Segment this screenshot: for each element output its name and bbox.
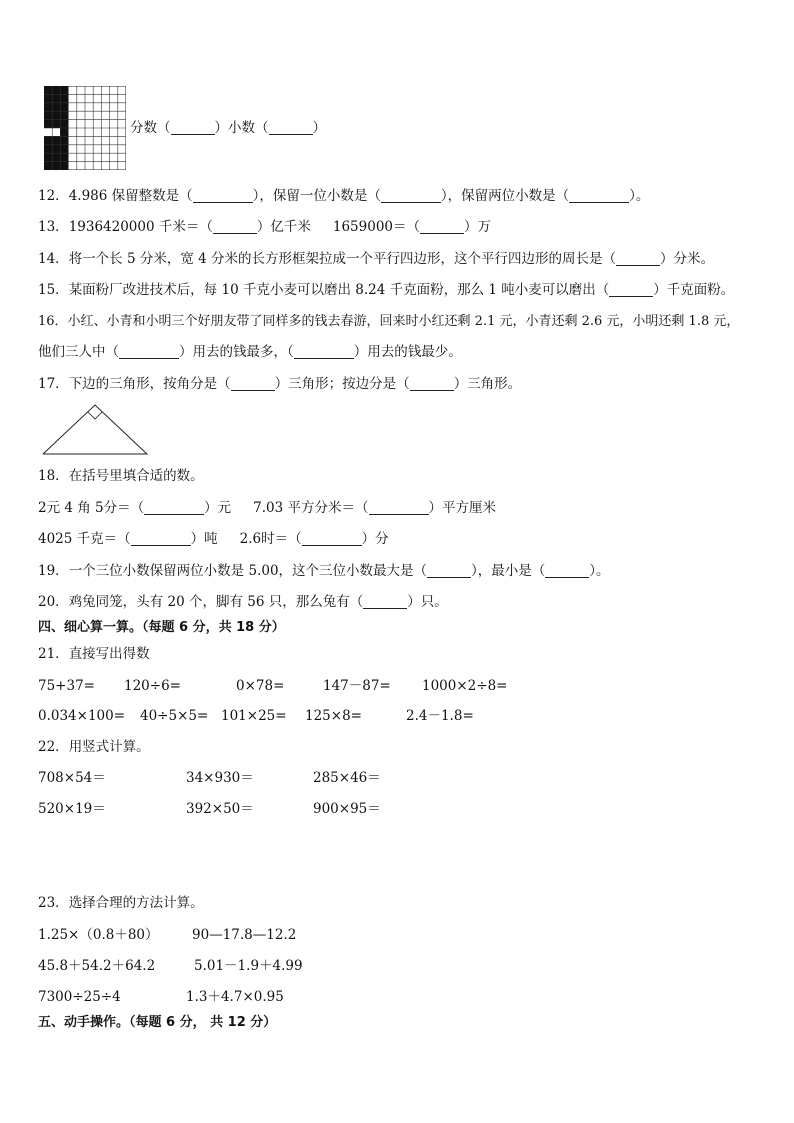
question-15 xyxy=(38,281,734,299)
q20-number: 20． xyxy=(38,594,69,610)
q11-end: ） xyxy=(312,120,326,136)
q18-title: 在括号里填合适的数。 xyxy=(68,468,204,484)
shaded-grid-figure xyxy=(44,86,126,174)
q17-text-b: ）三角形；按边分是（ xyxy=(274,376,410,392)
question-17 xyxy=(38,375,521,393)
question-13 xyxy=(38,218,491,236)
q12-text-a: 4.986 保留整数是（ xyxy=(68,188,193,204)
q23-number: 23． xyxy=(38,895,69,911)
question-19 xyxy=(38,562,610,580)
q13-blank-2[interactable] xyxy=(420,221,464,234)
question-21-title xyxy=(38,645,150,663)
q13-blank-1[interactable] xyxy=(213,221,257,234)
q23-title: 选择合理的方法计算。 xyxy=(68,895,204,911)
q18-r2-text-c: 2.6时＝（ xyxy=(239,531,302,547)
q18-r2-text-b: ）吨 xyxy=(190,531,218,547)
q21-item: 147－87= xyxy=(323,678,391,694)
right-isosceles-triangle-figure xyxy=(41,402,151,462)
q18-r1-text-a: 2元 4 角 5分＝（ xyxy=(38,500,145,516)
q21-item: 120÷6= xyxy=(124,678,181,694)
q14-text-a: 将一个长 5 分米，宽 4 分米的长方形框架拉成一个平行四边形，这个平行四边形的周长是（ xyxy=(68,251,617,267)
q17-text-c: ）三角形。 xyxy=(453,376,522,392)
question-12 xyxy=(38,187,649,205)
q18-r2-text-d: ）分 xyxy=(361,531,389,547)
q19-blank-2[interactable] xyxy=(545,565,589,578)
q16-blank-2[interactable] xyxy=(294,346,354,359)
triangle-svg xyxy=(41,402,151,458)
q11-line xyxy=(130,119,326,137)
q20-text-a: 鸡兔同笼，头有 20 个，脚有 56 只，那么兔有（ xyxy=(68,594,364,610)
q13-text-d: ）万 xyxy=(464,219,491,235)
q12-text-b: ），保留一位小数是（ xyxy=(252,188,381,204)
q12-blank-3[interactable] xyxy=(569,190,629,203)
q22-row-2 xyxy=(38,800,758,818)
q18-number: 18． xyxy=(38,468,69,484)
q11-label-decimal: ）小数（ xyxy=(214,120,269,136)
q18-blank-2[interactable] xyxy=(369,502,429,515)
q15-number: 15． xyxy=(38,282,69,298)
q17-text-a: 下边的三角形，按角分是（ xyxy=(68,376,231,392)
question-22-title xyxy=(38,738,150,756)
question-14 xyxy=(38,250,714,268)
q23-item: 45.8＋54.2＋64.2 xyxy=(38,958,156,974)
q23-item: 1.25×（0.8＋80） xyxy=(38,927,159,943)
q21-item: 75+37= xyxy=(38,678,95,694)
q22-item: 900×95＝ xyxy=(313,801,381,817)
grid-svg xyxy=(44,86,126,170)
q22-number: 22． xyxy=(38,739,69,755)
q16-text-b: ）用去的钱最多，（ xyxy=(179,344,294,360)
q18-blank-3[interactable] xyxy=(131,533,191,546)
q23-row-2 xyxy=(38,957,758,975)
q13-text-a: 1936420000 千米＝（ xyxy=(68,219,213,235)
q18-blank-4[interactable] xyxy=(302,533,362,546)
q19-text-b: ），最小是（ xyxy=(471,563,546,579)
question-16-line2 xyxy=(38,343,462,361)
q16-line1-text: 小红、小青和小明三个好朋友带了同样多的钱去春游，回来时小红还剩 2.1 元，小青还剩 2.6 元，小明还剩 1.8 元， xyxy=(67,314,740,329)
q23-item: 90—17.8—12.2 xyxy=(192,927,297,943)
q16-text-a: 他们三人中（ xyxy=(38,344,119,360)
q13-text-c: 1659000＝（ xyxy=(332,219,420,235)
q21-item: 101×25= xyxy=(221,708,287,724)
question-23-title xyxy=(38,894,204,912)
q13-text-b: ）亿千米 xyxy=(256,219,311,235)
q18-r1-text-c: 7.03 平方分米＝（ xyxy=(253,500,369,516)
q17-blank-1[interactable] xyxy=(231,378,275,391)
q18-blank-1[interactable] xyxy=(144,502,204,515)
q17-blank-2[interactable] xyxy=(410,378,454,391)
q11-blank-fraction[interactable] xyxy=(171,122,215,135)
q12-text-c: ），保留两位小数是（ xyxy=(440,188,570,204)
q22-item: 392×50＝ xyxy=(186,801,254,817)
section-4-heading: 四、细心算一算。（每题 6 分，共 18 分） xyxy=(38,620,285,635)
q12-number: 12． xyxy=(38,188,69,204)
q21-number: 21． xyxy=(38,646,69,662)
q22-item: 708×54＝ xyxy=(38,770,106,786)
q21-title: 直接写出得数 xyxy=(68,646,150,662)
q15-text-b: ）千克面粉。 xyxy=(653,282,735,298)
q19-text-a: 一个三位小数保留两位小数是 5.00，这个三位小数最大是（ xyxy=(68,563,428,579)
q19-number: 19． xyxy=(38,563,69,579)
q22-item: 285×46＝ xyxy=(313,770,381,786)
q22-row-1 xyxy=(38,769,758,787)
section-5-heading: 五、动手操作。（每题 6 分， 共 12 分） xyxy=(38,1015,277,1030)
q20-blank[interactable] xyxy=(363,596,407,609)
q14-text-b: ）分米。 xyxy=(660,251,715,267)
q21-item: 1000×2÷8= xyxy=(422,678,508,694)
q23-row-3 xyxy=(38,988,758,1006)
q23-item: 5.01－1.9＋4.99 xyxy=(194,958,303,974)
q18-r1-text-b: ）元 xyxy=(204,500,232,516)
q18-r2-text-a: 4025 千克＝（ xyxy=(38,531,131,547)
q21-row-2 xyxy=(38,707,758,725)
q23-row-1 xyxy=(38,926,758,944)
q20-text-b: ）只。 xyxy=(407,594,448,610)
q11-label-fraction: 分数（ xyxy=(130,120,171,136)
q15-blank[interactable] xyxy=(609,284,653,297)
question-18-row2 xyxy=(38,530,389,548)
q21-item: 40÷5×5= xyxy=(140,708,209,724)
question-16-line1 xyxy=(38,313,739,331)
q21-item: 2.4－1.8= xyxy=(406,708,474,724)
q23-item: 1.3＋4.7×0.95 xyxy=(186,989,284,1005)
q21-row-1 xyxy=(38,677,758,695)
q16-blank-1[interactable] xyxy=(119,346,179,359)
q16-number: 16． xyxy=(38,314,68,329)
q14-number: 14． xyxy=(38,251,69,267)
q19-blank-1[interactable] xyxy=(427,565,471,578)
question-18-title xyxy=(38,467,204,485)
q13-number: 13． xyxy=(38,219,69,235)
q18-r1-text-d: ）平方厘米 xyxy=(428,500,497,516)
q22-item: 520×19＝ xyxy=(38,801,106,817)
q14-blank[interactable] xyxy=(616,253,660,266)
q17-number: 17． xyxy=(38,376,69,392)
q21-item: 0×78= xyxy=(236,678,285,694)
question-20 xyxy=(38,593,448,611)
question-18-row1 xyxy=(38,499,496,517)
q11-blank-decimal[interactable] xyxy=(269,122,313,135)
q23-item: 7300÷25÷4 xyxy=(38,989,121,1005)
q19-text-c: ）。 xyxy=(589,563,610,579)
q22-title: 用竖式计算。 xyxy=(68,739,150,755)
q12-blank-2[interactable] xyxy=(381,190,441,203)
q15-text-a: 某面粉厂改进技术后，每 10 千克小麦可以磨出 8.24 千克面粉，那么 1 吨小麦可以磨出（ xyxy=(68,282,610,298)
q21-item: 0.034×100= xyxy=(38,708,126,724)
q22-item: 34×930＝ xyxy=(186,770,254,786)
q16-text-c: ）用去的钱最少。 xyxy=(353,344,462,360)
q12-text-d: ）。 xyxy=(629,188,650,204)
q12-blank-1[interactable] xyxy=(193,190,253,203)
q21-item: 125×8= xyxy=(305,708,362,724)
